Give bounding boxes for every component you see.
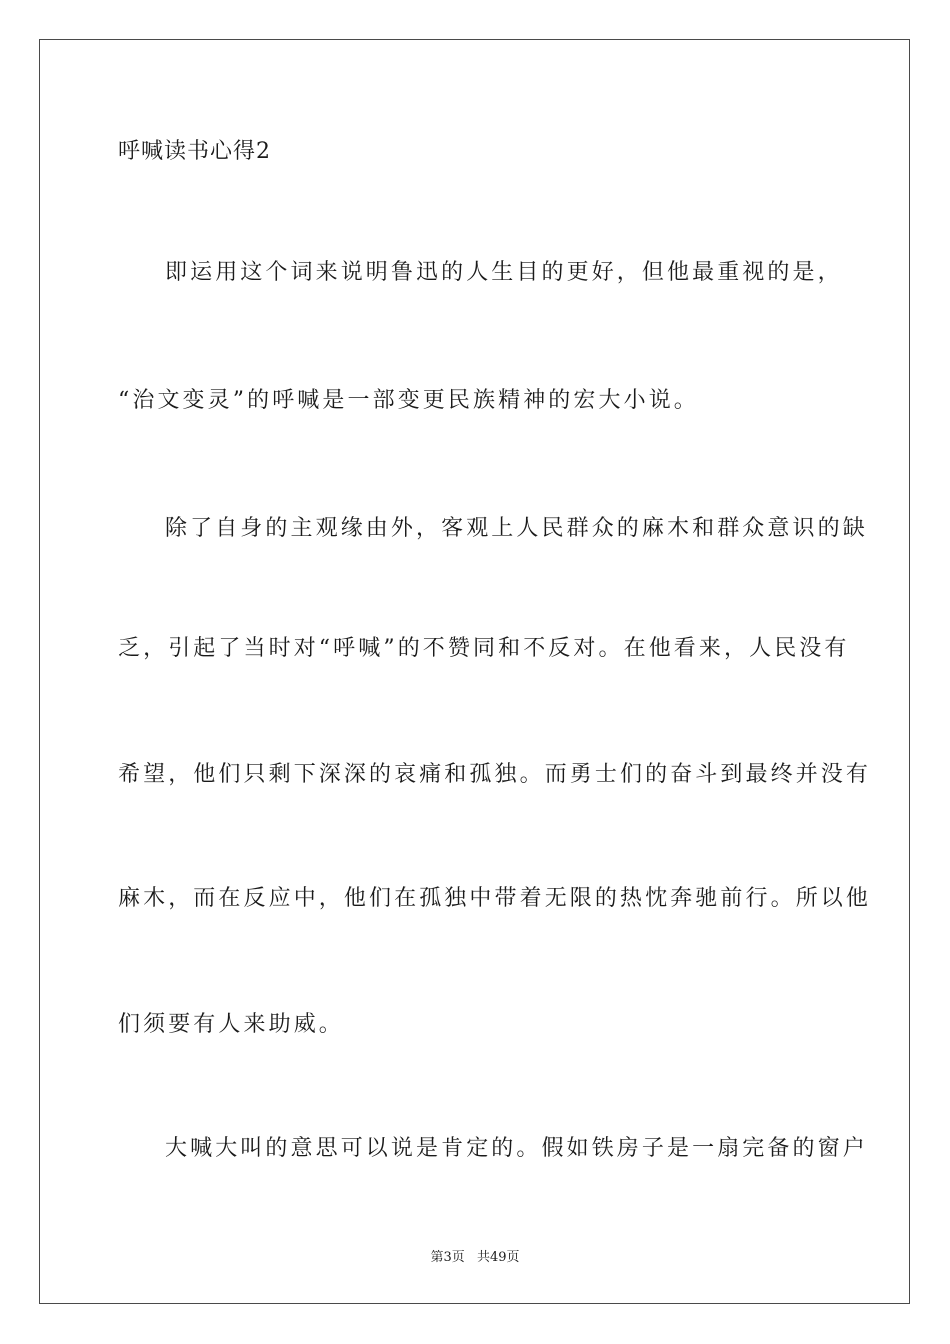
total-pages: 共49页	[476, 1250, 520, 1265]
paragraph-line: 大喊大叫的意思可以说是肯定的。假如铁房子是一扇完备的窗户	[165, 1136, 868, 1161]
paragraph-line: 即运用这个词来说明鲁迅的人生目的更好，但他最重视的是，	[165, 260, 843, 285]
paragraph-line: 乏，引起了当时对“呼喊”的不赞同和不反对。在他看来，人民没有	[118, 636, 850, 661]
page-border	[39, 39, 910, 1304]
page-number: 第3页	[430, 1250, 465, 1265]
paragraph-line: 们须要有人来助威。	[118, 1012, 344, 1037]
paragraph-line: 除了自身的主观缘由外，客观上人民群众的麻木和群众意识的缺	[165, 516, 868, 541]
paragraph-line: “治文变灵”的呼喊是一部变更民族精神的宏大小说。	[118, 388, 699, 413]
paragraph-line: 希望，他们只剩下深深的哀痛和孤独。而勇士们的奋斗到最终并没有	[118, 762, 872, 787]
page-footer	[0, 1246, 950, 1265]
document-title: 呼喊读书心得2	[118, 139, 271, 164]
paragraph-line: 麻木，而在反应中，他们在孤独中带着无限的热忱奔驰前行。所以他	[118, 886, 872, 911]
